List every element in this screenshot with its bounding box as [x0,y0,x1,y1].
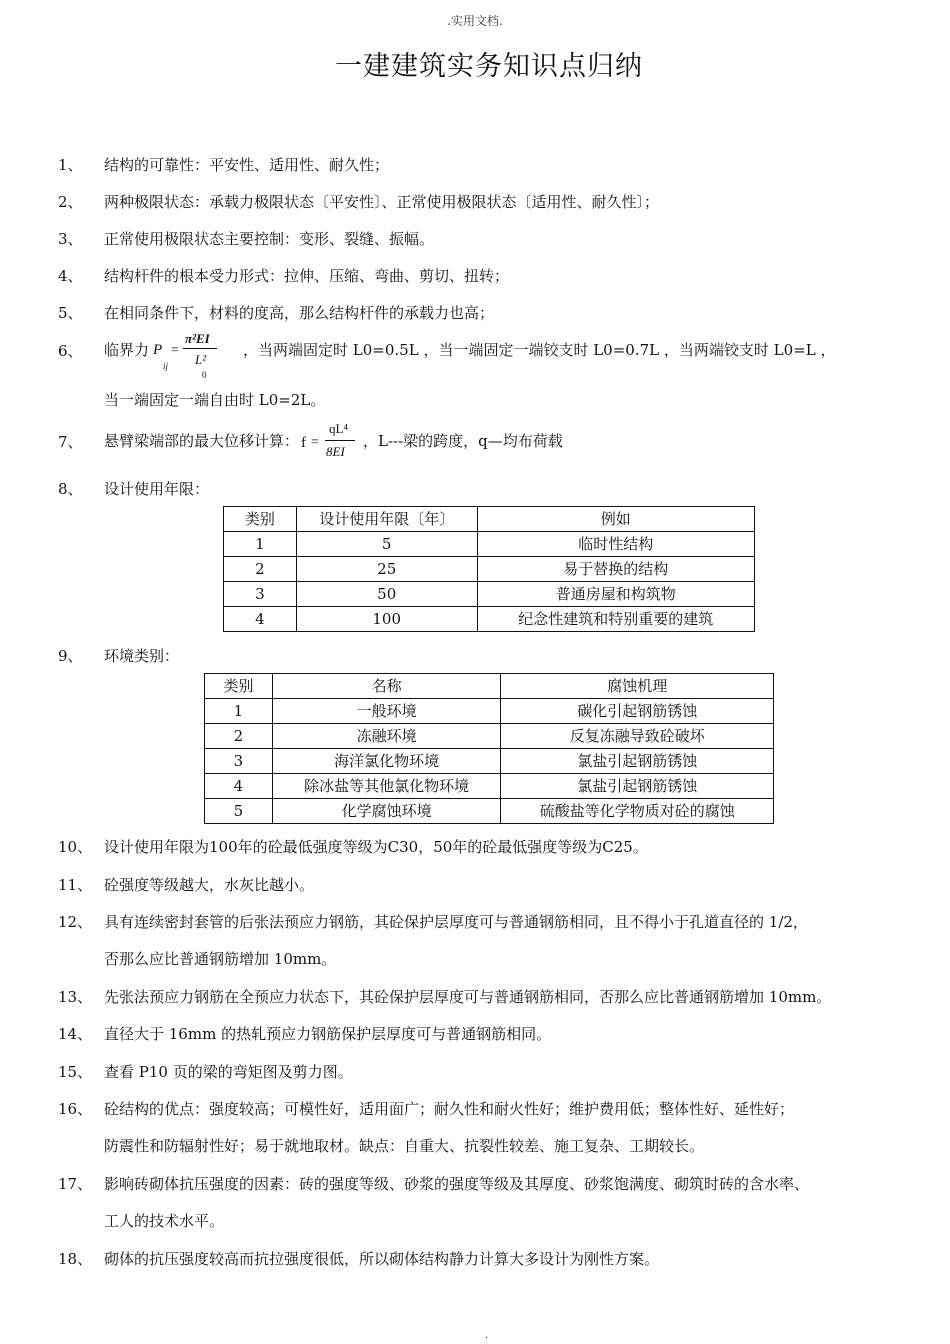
item-number: 8、 [58,480,83,498]
item-number: 3、 [58,230,83,248]
table-row [224,557,755,582]
table-cell: 氯盐引起钢筋锈蚀 [501,774,774,799]
table-cell: 2 [205,724,273,749]
item-number: 2、 [58,193,83,211]
fraction-bar [325,440,355,441]
item-number: 6、 [58,342,83,360]
item-text: 结构的可靠性：平安性、适用性、耐久性； [104,156,390,174]
item-text: 查看 P10 页的梁的弯矩图及剪力图。 [104,1063,353,1081]
item-text: 具有连续密封套管的后张法预应力钢筋，其砼保护层厚度可与普通钢筋相同，且不得小于孔道直径的 1/2， [104,913,808,931]
table-cell: 反复冻融导致砼破坏 [501,724,774,749]
table-cell: 碳化引起钢筋锈蚀 [501,699,774,724]
table-cell: 3 [205,749,273,774]
fraction-bar [183,348,217,349]
table-cell: 易于替换的结构 [477,557,754,582]
table-cell: 4 [224,607,297,632]
table-cell: 除冰盐等其他氯化物环境 [272,774,501,799]
item-number: 10、 [58,838,93,856]
table-cell: 普通房屋和构筑物 [477,582,754,607]
table-cell: 化学腐蚀环境 [272,799,501,824]
table-cell: 4 [205,774,273,799]
critical-force-formula [151,329,241,380]
table-cell: 5 [205,799,273,824]
service-life-table [223,506,755,632]
item-number: 18、 [58,1250,93,1268]
formula-symbol-f: f [301,435,307,451]
table-cell: 硫酸盐等化学物质对砼的腐蚀 [501,799,774,824]
table-cell: 2 [224,557,297,582]
table-cell: 50 [296,582,477,607]
item-number: 15、 [58,1063,93,1081]
page-title: 一建建筑实务知识点归纳 [335,51,643,82]
max-displacement-formula [301,421,357,463]
table-header-cell: 设计使用年限〔年〕 [296,507,477,532]
item-text: 在相同条件下，材料的度高，那么结构杆件的承载力也高； [104,304,495,322]
item-number: 14、 [58,1025,93,1043]
item-text [104,329,836,380]
item-continuation: 当一端固定一端自由时 L0=2L。 [104,391,326,409]
item-text-post: ，L---梁的跨度，q—均布荷载 [363,432,563,450]
item-text: 设计使用年限： [104,480,210,498]
formula-equals: = [171,343,179,358]
table-header-cell: 类别 [224,507,297,532]
table-header-cell: 腐蚀机理 [501,674,774,699]
formula-denominator: 8EI [326,444,345,459]
table-row [205,699,774,724]
item-number: 17、 [58,1175,93,1193]
table-row [205,799,774,824]
formula-numerator: π²EI [185,331,210,346]
item-number: 7、 [58,433,83,451]
table-row [205,724,774,749]
item-text-post: ，当两端固定时 L0=0.5L ，当一端固定一端铰支时 L0=0.7L ，当两端铰支时 L0=L ， [243,341,836,359]
table-cell: 1 [205,699,273,724]
item-number: 1、 [58,156,83,174]
item-continuation: 否那么应比普通钢筋增加 10mm。 [104,950,337,968]
item-continuation: 防震性和防辐射性好；易于就地取材。缺点：自重大、抗裂性较差、施工复杂、工期较长。 [104,1137,705,1155]
item-continuation: 工人的技术水平。 [104,1212,225,1230]
item-text [104,421,563,463]
item-number: 4、 [58,267,83,285]
item-text: 砼结构的优点：强度较高；可模性好，适用面广；耐久性和耐火性好；维护费用低；整体性好、延性好； [104,1100,795,1118]
table-cell: 氯盐引起钢筋锈蚀 [501,749,774,774]
table-cell: 海洋氯化物环境 [272,749,501,774]
item-number: 13、 [58,988,93,1006]
item-text: 设计使用年限为100年的砼最低强度等级为C30，50年的砼最低强度等级为C25。 [104,838,648,856]
table-cell: 一般环境 [272,699,501,724]
item-text-pre: 悬臂梁端部的最大位移计算： [104,432,300,450]
formula-subscript-0: 0 [202,370,207,380]
header-note: .实用文档. [447,14,503,28]
item-text: 砌体的抗压强度较高而抗拉强度很低，所以砌体结构静力计算大多设计为刚性方案。 [104,1250,660,1268]
table-header-cell: 例如 [477,507,754,532]
item-text: 影响砖砌体抗压强度的因素：砖的强度等级、砂浆的强度等级及其厚度、砂浆饱满度、砌筑时砖的含水率、 [104,1175,810,1193]
formula-equals: = [311,435,319,450]
item-number: 5、 [58,304,83,322]
formula-denominator: L² [195,352,207,367]
table-header-cell: 名称 [272,674,501,699]
table-header-row [205,674,774,699]
table-cell: 5 [296,532,477,557]
table-header-row [224,507,755,532]
formula-subscript-ij: ij [163,361,169,371]
table-row [224,607,755,632]
table-cell: 临时性结构 [477,532,754,557]
table-header-cell: 类别 [205,674,273,699]
item-text: 砼强度等级越大，水灰比越小。 [104,876,315,894]
table-row [205,774,774,799]
item-number: 12、 [58,913,93,931]
item-text: 先张法预应力钢筋在全预应力状态下，其砼保护层厚度可与普通钢筋相同，否那么应比普通钢筋增加 10mm。 [104,988,832,1006]
formula-symbol-p: P [153,342,163,358]
footer-mark: . [485,1330,489,1341]
item-number: 11、 [58,876,93,894]
item-number: 16、 [58,1100,93,1118]
item-text: 直径大于 16mm 的热轧预应力钢筋保护层厚度可与普通钢筋相同。 [104,1025,552,1043]
item-text: 正常使用极限状态主要控制：变形、裂缝、振幅。 [104,230,435,248]
table-cell: 1 [224,532,297,557]
table-cell: 冻融环境 [272,724,501,749]
table-cell: 25 [296,557,477,582]
table-row [224,582,755,607]
table-cell: 纪念性建筑和特别重要的建筑 [477,607,754,632]
environment-class-table [204,673,774,824]
item-text-pre: 临界力 [104,341,150,359]
formula-numerator: qL⁴ [329,421,348,436]
item-text: 环境类别： [104,647,180,665]
table-cell: 100 [296,607,477,632]
table-cell: 3 [224,582,297,607]
item-text: 结构杆件的根本受力形式：拉伸、压缩、弯曲、剪切、扭转； [104,267,510,285]
table-row [224,532,755,557]
item-text: 两种极限状态：承载力极限状态〔平安性〕、正常使用极限状态〔适用性、耐久性〕； [104,193,660,211]
table-row [205,749,774,774]
item-number: 9、 [58,647,83,665]
